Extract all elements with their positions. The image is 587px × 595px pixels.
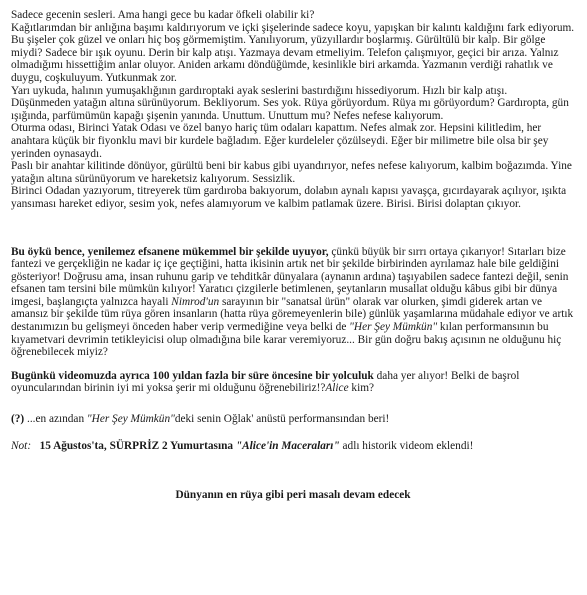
note-title: "Alice'in Maceraları" [235,439,340,452]
story-paragraph: Düşünmeden yatağın altına sürünüyorum. Bekliyorum. Ses yok. Rüya görüyordum. Rüya mı görüyordum? Gardıropta, gün ışığında, parfümümün kapağı şişenin yanında. Unuttum. Unuttum mu? Nefes nefese kalıyorum. [11,97,569,122]
story-paragraph: Paslı bir anahtar kilitinde dönüyor, gürültü beni bir kabus gibi uyandırıyor, nefes nefese kalıyorum, kalbim boğazımda. Yine yatağın altına sürünüyorum ve hareketsiz kalıyorum. Sessizlik. [11,160,572,185]
note-label: Not: [11,439,32,452]
video-lead: Bugünkü videomuzda ayrıca 100 yıldan fazla bir süre öncesine bir yolculuk [11,369,374,382]
story-text [11,9,575,211]
story-paragraph: Sadece gecenin sesleri. Ama hangi gece bu kadar öfkeli olabilir ki? [11,9,315,21]
question-line [11,413,575,426]
question-text: ...en azından [24,413,87,426]
essay-paragraph [11,246,575,359]
video-text: kim? [348,382,375,395]
story-paragraph: Birinci Odadan yazıyorum, titreyerek tüm gardıroba bakıyorum, dolabın aynalı kapısı yavaşça, gıcırdayarak açılıyor, ışıkta yansıması hareket ediyor, sesim yok, nefes alamıyorum ve kalbim patlamak üzere. Birisi. Birisi dolaptan çıkıyor. [11,185,567,210]
video-paragraph [11,370,575,395]
essay-text: sarayının bir "sanatsal ürün" olarak var olurken, şimdi giderek artan ve amansız bir şekilde tüm rüya gören insanların (hatta rüya göremeyenlerin bile) günlük yaşamlarına müdahale ediyor ve artık destanımızın bu gelişmeyi önceden haber verip vermediğine veya belki de [11,295,574,334]
essay-her-sey: "Her Şey Mümkün" [349,321,438,334]
video-alice: Alice [325,382,349,395]
question-italic: "Her Şey Mümkün" [86,413,175,426]
essay-nimrod: Nimrod'un [171,295,220,308]
story-paragraph: Kağıtlarımdan bir anlığına başımı kaldırıyorum ve içki şişelerinde sadece koyu, yapışkan bir kalıntı kaldığını fark ediyorum. Bu şişeler çok güzel ve onları hiç boş görmemiştim. Yanılıyorum, yüzyıllardır boşlarmış. Gürültülü bir kalp. Bir gölge miydi? Sadece bir ışık oyunu. Derin bir kalp atışı. Yazmaya devam etmeliyim. Telefon çalışmıyor, geçici bir arıza. Yalnız olmadığımı hissettiğim anlar oluyor. Aniden arkamı döndüğümde, kesinlikle biri arkamda. Yazmanın verdiği rahatlık ve duygu, coşkuluyum. Yutkunmak zor. [11,21,575,84]
question-mark: (?) [11,413,25,426]
note-bold: 15 Ağustos'ta, SÜRPRİZ 2 Yumurtasına [39,439,236,452]
essay-lead: Bu öykü bence, yenilemez efsanene mükemmel bir şekilde uyuyor, [11,245,329,258]
note-text: adlı historik videom eklendi! [339,439,474,452]
essay-text: çünkü büyük bir sırrı ortaya çıkarıyor! Sıtarları bize fantezi ve gerçekliğin ne kadar iç içe geçtiğini, hatta ikisinin artık net bir şekilde birbirinden ayrılamaz hale bile geldiğini gösteriyor! Doğrusu ama, insan ruhunu garip ve tehditkâr dünyalara (aynanın ardına) taşıyabilen sadece fantezi değil, senin efsanen tam tersini bile mümkün kılıyor! Yaratıcı çizgilerle betimlenen, şeytanların musallat olduğu kâbus gibi bir dünya imgesi, başlangıçta yalnızca hayali [11,245,569,308]
video-text: daha yer alıyor! Belki de başrol oyuncularından birinin iyi mi yoksa şerir mi olduğunu öğrenebiliriz!? [11,369,520,395]
closing-line: Dünyanın en rüya gibi peri masalı devam edecek [175,489,411,502]
essay-text: kılan performansının bu kıyametvari devrimin tetikleyicisi olup olmadığına bile karar veremiyoruz... Bir gün doğru bakış açısının ne olduğunu hiç öğrenebilecek miyiz? [11,321,562,359]
story-paragraph: Oturma odası, Birinci Yatak Odası ve özel banyo hariç tüm odaları kapattım. Nefes almak zor. Hepsini kilitledim, her anahtara küçük bir fiyonklu mavi bir kurdele bağladım. Eğer kurdeleler çözülseydi. Eğer bir milimetre bile olsa bir şey yerinden oynasaydı. [11,122,549,160]
note-line [11,440,575,453]
story-paragraph: Yarı uykuda, halının yumuşaklığının gardıroptaki ayak seslerini bastırdığını hissediyorum. Hızlı bir kalp atışı. [11,84,508,97]
question-text: deki senin Oğlak' anüstü performansından beri! [174,413,390,426]
